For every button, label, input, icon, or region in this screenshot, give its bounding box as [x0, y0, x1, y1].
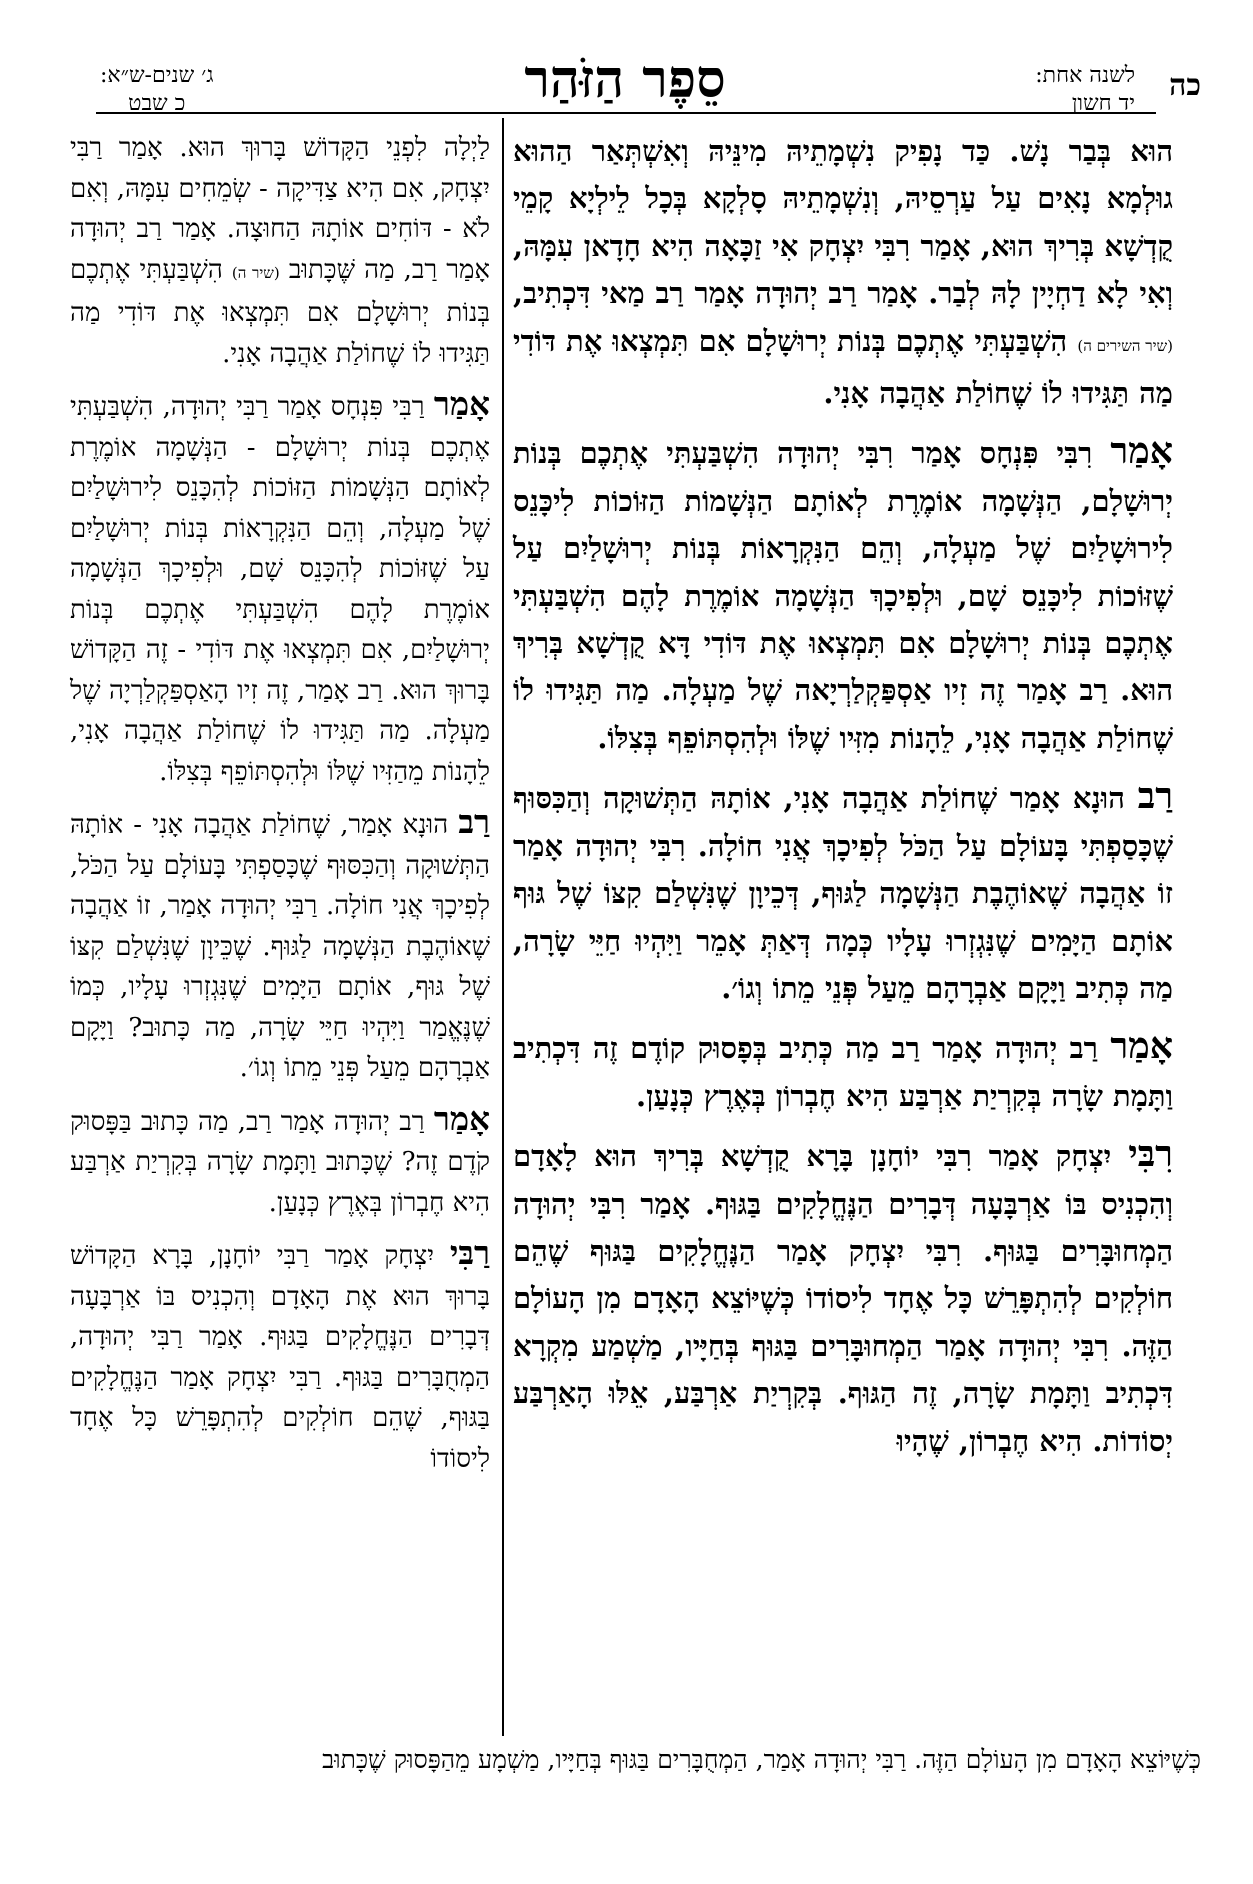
main-p3-opener: רַב	[1137, 774, 1173, 818]
main-p3-text: הוּנָא אָמַר שֶׁחוֹלַת אַהֲבָה אָנִי, אוֹתָהּ הַתְּשׁוּקָה וְהַכִּסּוּף שֶׁכָּסַפְתִּי בָּעוֹלָם עַל הַכֹּל לְפִיכָךְ אֲנִי חוֹלָה. רִבִּי יְהוּדָה אָמַר זוֹ אַהֲבָה שֶׁאוֹהֶבֶת הַנְּשָׁמָה לַגּוּף, דְּכֵיוָן שֶׁנִּשְׁלַם קִצּוֹ שֶׁל גּוּף אוֹתָם הַיָּמִים שֶׁנִּגְזְרוּ עָלָיו כְּמָה דְּאַתְּ אָמֵר וַיִּהְיוּ חַיֵּי שָׂרָה, מַה כְּתִיב וַיָּקָם אַבְרָהָם מֵעַל פְּנֵי מֵתוֹ וְגוֹ׳.	[513, 781, 1173, 1005]
side-p4-text: רַב יְהוּדָה אָמַר רַב, מַה כָּתוּב בַּפָּסוּק קֹדֶם זֶה? שֶׁכָּתוּב וַתָּמָת שָׂרָה בְּקִרְיַת אַרְבַּע הִיא חֶבְרוֹן בְּאֶרֶץ כְּנָעַן.	[70, 1106, 490, 1218]
side-p5-opener: רַבִּי	[449, 1233, 491, 1272]
main-p1-text: הוּא בְּבַר נָשׁ. כַּד נָפִיק נִשְׁמָתֵיהּ מִינֵּיהּ וְאִשְׁתְּאַר הַהוּא גוּלְמָא נָאִים עַל עַרְסֵיהּ, וְנִשְׁמָתֵיהּ סָלְקָא בְּכָל לֵילְיָא קָמֵי קֻדְשָׁא בְּרִיךְ הוּא, אָמַר רִבִּי יִצְחָק אִי זַכָּאָה הִיא חָדָאן עִמָּהּ, וְאִי לָא דַחְיָין לָהּ לְבַר. אָמַר רַב יְהוּדָה אָמַר רַב מַאי דִּכְתִיב,	[513, 134, 1173, 311]
side-paragraph-2	[70, 384, 490, 792]
main-p1-reference: (שיר השירים ה)	[1077, 336, 1173, 355]
hebrew-translation-column	[70, 128, 490, 1738]
continuation-footer-line: כְּשֶׁיּוֹצֵא הָאָדָם מִן הָעוֹלָם הַזֶּה. רַבִּי יְהוּדָה אָמַר, הַמְחֻבָּרִים בַּגּוּף בְּחַיָּיו, מַשְׁמָע מֵהַפָּסוּק שֶׁכָּתוּב	[322, 1745, 1201, 1774]
main-paragraph-5	[513, 1130, 1173, 1465]
side-paragraph-1	[70, 128, 490, 374]
side-p1-reference: (שיר ה)	[231, 263, 280, 282]
header-date-right	[1035, 62, 1135, 118]
side-paragraph-3	[70, 802, 490, 1089]
main-p2-opener: אָמַר	[1110, 429, 1173, 473]
main-p5-opener: רִבִּי	[1128, 1132, 1173, 1176]
side-p2-text: רַבִּי פִּנְחָס אָמַר רַבִּי יְהוּדָה, הִשְׁבַּעְתִּי אֶתְכֶם בְּנוֹת יְרוּשָׁלָם - הַנְּשָׁמָה אוֹמֶרֶת לְאוֹתָם הַנְּשָׁמוֹת הַזּוֹכוֹת לְהִכָּנֵס לִירוּשָׁלַיִם שֶׁל מַעְלָה, וְהֵם הַנִּקְרָאוֹת בְּנוֹת יְרוּשָׁלַיִם עַל שֶׁזּוֹכוֹת לְהִכָּנֵס שָׁם, וּלְפִיכָךְ הַנְּשָׁמָה אוֹמֶרֶת לָהֶם הִשְׁבַּעְתִּי אֶתְכֶם בְּנוֹת יְרוּשָׁלַיִם, אִם תִּמְצְאוּ אֶת דּוֹדִי - זֶה הַקָּדוֹשׁ בָּרוּךְ הוּא. רַב אָמַר, זֶה זִיו הָאַסְפַּקְלַרְיָה שֶׁל מַעְלָה. מַה תַּגִּידוּ לוֹ שֶׁחוֹלַת אַהֲבָה אָנִי, לֵהָנוֹת מֵהַזִּיו שֶׁלּוֹ וּלְהִסְתּוֹפֵף בְּצִלּוֹ.	[70, 392, 490, 787]
column-divider	[502, 118, 504, 1736]
side-p1-text: לַיְלָה לִפְנֵי הַקָּדוֹשׁ בָּרוּךְ הוּא. אָמַר רַבִּי יִצְחָק, אִם הִיא צַדִּיקָה - שְׂמֵחִים עִמָּהּ, וְאִם לֹא - דּוֹחִים אוֹתָהּ הַחוּצָה. אָמַר רַב יְהוּדָה אָמַר רַב, מַה שֶּׁכָּתוּב	[70, 133, 491, 285]
side-p3-opener: רַב	[458, 802, 490, 841]
side-paragraph-4	[70, 1099, 490, 1224]
main-paragraph-3	[513, 772, 1173, 1012]
main-paragraph-2	[513, 427, 1173, 762]
aramaic-column	[513, 128, 1173, 1738]
main-p1-quote: הִשְׁבַּעְתִּי אֶתְכֶם בְּנוֹת יְרוּשָׁלָם אִם תִּמְצְאוּ אֶת דּוֹדִי מַה תַּגִּידוּ לוֹ שֶׁחוֹלַת אַהֲבָה אָנִי.	[513, 323, 1173, 411]
header-right-line-1: לשנה אחת:	[1035, 63, 1135, 88]
header-right-line-2: יד חשון	[1071, 91, 1135, 116]
side-p1-quote: הִשְׁבַּעְתִּי אֶתְכֶם בְּנוֹת יְרוּשָׁלָם אִם תִּמְצְאוּ אֶת דּוֹדִי מַה תַּגִּידוּ לוֹ שֶׁחוֹלַת אַהֲבָה אָנִי.	[70, 254, 490, 369]
side-p5-text: יִצְחָק אָמַר רַבִּי יוֹחָנָן, בָּרָא הַקָּדוֹשׁ בָּרוּךְ הוּא אֶת הָאָדָם וְהִכְנִיס בּוֹ אַרְבָּעָה דְּבָרִים הַנֶּחֱלָקִים בַּגּוּף. אָמַר רַבִּי יְהוּדָה, הַמְחֻבָּרִים בַּגּוּף. רַבִּי יִצְחָק אָמַר הַנֶּחֱלָקִים בַּגּוּף, שֶׁהֵם חוֹלְקִים לְהִתְפָּרֵשׁ כָּל אֶחָד לִיסוֹדוֹ	[70, 1241, 490, 1474]
header-divider	[96, 112, 1156, 114]
side-p2-opener: אָמַר	[433, 384, 490, 423]
side-p4-opener: אָמַר	[433, 1098, 490, 1138]
main-p4-opener: אָמַר	[1110, 1024, 1173, 1068]
main-p4-text: רַב יְהוּדָה אָמַר רַב מַה כְּתִיב בְּפָסוּק קוֹדֶם זֶה דִּכְתִיב וַתָּמָת שָׂרָה בְּקִרְיַת אַרְבַּע הִיא חֶבְרוֹן בְּאֶרֶץ כְּנָעַן.	[513, 1031, 1173, 1113]
main-p2-text: רִבִּי פִּנְחָס אָמַר רִבִּי יְהוּדָה הִשְׁבַּעְתִּי אֶתְכֶם בְּנוֹת יְרוּשָׁלָם, הַנְּשָׁמָה אוֹמֶרֶת לְאוֹתָם הַנְּשָׁמוֹת הַזּוֹכוֹת לִיכָּנֵס לִירוּשָׁלַיִם שֶׁל מַעְלָה, וְהֵם הַנִּקְרָאוֹת בְּנוֹת יְרוּשָׁלַיִם עַל שֶׁזּוֹכוֹת לִיכָּנֵס שָׁם, וּלְפִיכָךְ הַנְּשָׁמָה אוֹמֶרֶת לָהֶם הִשְׁבַּעְתִּי אֶתְכֶם בְּנוֹת יְרוּשָׁלָם אִם תִּמְצְאוּ אֶת דּוֹדִי דָּא קֻדְשָׁא בְּרִיךְ הוּא. רַב אָמַר זֶה זִיו אַסְפַּקְלַרְיָאה שֶׁל מַעְלָה. מַה תַּגִּידוּ לוֹ שֶׁחוֹלַת אַהֲבָה אָנִי, לֵהָנוֹת מִזִּיו שֶׁלּוֹ וּלְהִסְתּוֹפֵף בְּצִלּוֹ.	[513, 436, 1173, 755]
header-left-line-2: כ שבט	[128, 91, 186, 116]
main-p5-text: יִצְחָק אָמַר רִבִּי יוֹחָנָן בָּרָא קֻדְשָׁא בְּרִיךְ הוּא לָאָדָם וְהִכְנִיס בּוֹ אַרְבָּעָה דְּבָרִים הַנֶּחֱלָקִים בַּגּוּף. אָמַר רִבִּי יְהוּדָה הַמְחוּבָּרִים בַּגּוּף. רִבִּי יִצְחָק אָמַר הַנֶּחֱלָקִים בַּגּוּף שֶׁהֵם חוֹלְקִים לְהִתְפָּרֵשׁ כָּל אֶחָד לִיסוֹדוֹ כְּשֶׁיּוֹצֵא הָאָדָם מִן הָעוֹלָם הַזֶּה. רִבִּי יְהוּדָה אָמַר הַמְחוּבָּרִים בַּגּוּף בְּחַיָּיו, מַשְׁמַע מִקְרָא דִּכְתִיב וַתָּמָת שָׂרָה, זֶה הַגּוּף. בְּקִרְיַת אַרְבַּע, אֵלּוּ הָאַרְבַּע יְסוֹדוֹת. הִיא חֶבְרוֹן, שֶׁהָיוּ	[513, 1139, 1173, 1458]
header-left-line-1: ג׳ שנים-ש״א:	[100, 63, 214, 88]
page-number: כה	[1169, 68, 1201, 103]
header-date-left	[100, 62, 214, 118]
main-paragraph-4	[513, 1022, 1173, 1120]
book-title: סֵפֶר הַזֹּהַר	[524, 49, 726, 110]
side-paragraph-5	[70, 1233, 490, 1479]
main-paragraph-1	[513, 128, 1173, 417]
side-p3-text: הוּנָא אָמַר, שֶׁחוֹלַת אַהֲבָה אָנִי - אוֹתָהּ הַתְּשׁוּקָה וְהַכִּסּוּף שֶׁכָּסַפְתִּי בָּעוֹלָם עַל הַכֹּל, לְפִיכָךְ אֲנִי חוֹלָה. רַבִּי יְהוּדָה אָמַר, זוֹ אַהֲבָה שֶׁאוֹהֶבֶת הַנְּשָׁמָה לַגּוּף. שֶׁכֵּיוָן שֶׁנִּשְׁלַם קִצּוֹ שֶׁל גּוּף, אוֹתָם הַיָּמִים שֶׁנִּגְזְרוּ עָלָיו, כְּמוֹ שֶׁנֶּאֱמַר וַיִּהְיוּ חַיֵּי שָׂרָה, מַה כָּתוּב? וַיָּקָם אַבְרָהָם מֵעַל פְּנֵי מֵתוֹ וְגוֹ׳.	[70, 810, 490, 1083]
page-header	[0, 0, 1253, 116]
